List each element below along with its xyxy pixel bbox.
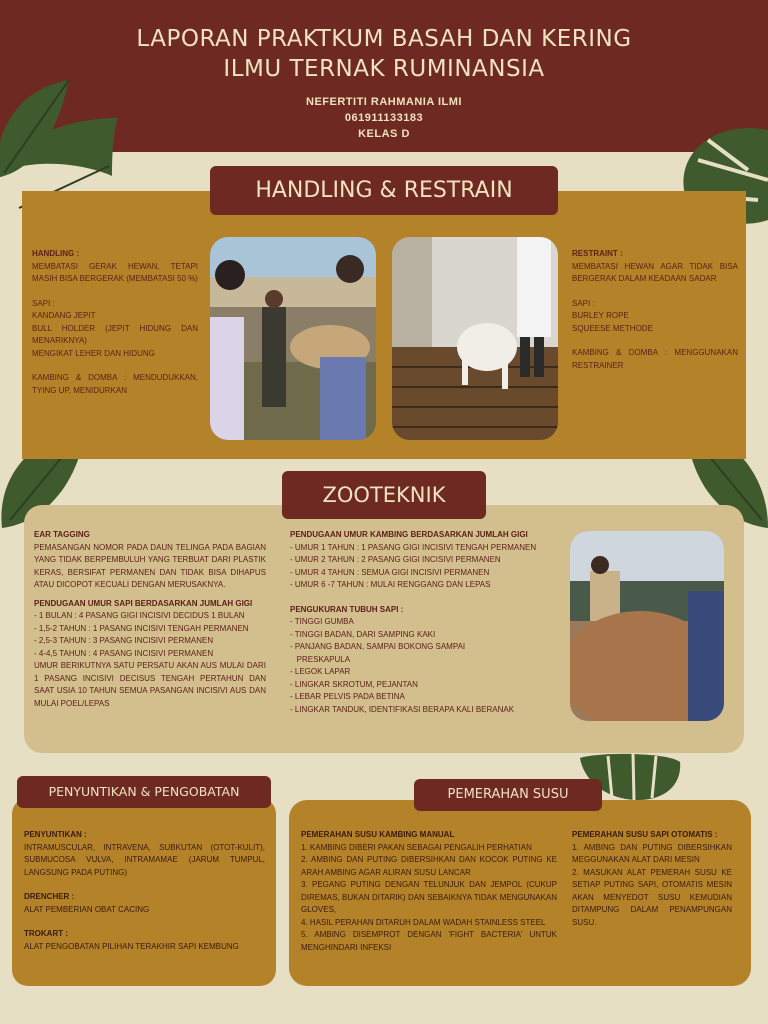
list-item: BURLEY ROPE [572, 311, 629, 320]
list-item: 2. MASUKAN ALAT PEMERAH SUSU KE SETIAP PUTING SAPI, OTOMATIS MESIN AKAN MENYEDOT SUSU KEMUDIAN DITAMPUNG DALAM PENAMPUNGAN SUSU. [572, 867, 732, 927]
list-item: PRESKAPULA [290, 654, 351, 664]
restraint-desc: MEMBATASI HEWAN AGAR TIDAK BISA BERGERAK DALAM KEADAAN SADAR [572, 261, 738, 283]
author-class: KELAS D [358, 128, 410, 140]
list-item: - LINGKAR SKROTUM, PEJANTAN [290, 679, 418, 689]
restrain-photo [392, 237, 558, 440]
handling-left-text [32, 248, 198, 397]
manual-milking-heading: PEMERAHAN SUSU KAMBING MANUAL [301, 830, 455, 839]
list-item: - TINGGI GUMBA [290, 617, 354, 626]
list-item: 1. KAMBING DIBERI PAKAN SEBAGAI PENGALIH PERHATIAN [301, 842, 532, 852]
restrain-right-text [572, 248, 738, 372]
list-item: 2. AMBING DAN PUTING DIBERSIHKAN DAN KOCOK PUTING KE ARAH AMBING AGAR ALIRAN SUSU LANCAR [301, 855, 557, 877]
penyuntikan-desc: INTRAMUSCULAR, INTRAVENA, SUBKUTAN (OTOT-KULIT), SUBMUCOSA VULVA, INTRAMAMAE (JARUM TUMPUL, LANGSUNG PADA PUTING) [24, 842, 265, 877]
list-item: - TINGGI BADAN, DARI SAMPING KAKI [290, 629, 436, 639]
list-item: - LINGKAR TANDUK, IDENTIFIKASI BERAPA KALI BERANAK [290, 704, 515, 714]
restraint-sapi-label: SAPI : [572, 298, 595, 308]
list-item: KANDANG JEPIT [32, 311, 96, 320]
kambing-age-heading: PENDUGAAN UMUR KAMBING BERDASARKAN JUMLAH GIGI [290, 530, 528, 539]
pemerahan-manual-text [301, 829, 557, 954]
list-item: - LEBAR PELVIS PADA BETINA [290, 692, 405, 701]
list-item: BULL HOLDER (JEPIT HIDUNG DAN MENARIKNYA) [32, 323, 198, 345]
handling-heading: HANDLING & RESTRAIN [210, 166, 558, 215]
zooteknik-left-text [34, 529, 266, 710]
list-item: - UMUR 1 TAHUN : 1 PASANG GIGI INCISIVI TENGAH PERMANEN [290, 542, 537, 552]
list-item: 1. AMBING DAN PUTING DIBERSIHKAN MEGGUNAKAN ALAT DARI MESIN [572, 842, 732, 864]
penyuntikan-text [24, 829, 265, 953]
sapi-age-desc: UMUR BERIKUTNYA SATU PERSATU AKAN AUS MULAI DARI 1 PASANG INCISIVI DECISUS TENGAH PERTAHUN DAN SAAT USIA 10 TAHUN SEMUA PASANGAN INCISIVI AUS DAN MULAI POEL/LEPAS [34, 661, 266, 708]
list-item: 5. AMBING DISEMPROT DENGAN 'FIGHT BACTERIA' UNTUK MENGHINDARI INFEKSI [301, 930, 557, 952]
handling-photo [210, 237, 376, 440]
list-item: - PANJANG BADAN, SAMPAI BOKONG SAMPAI [290, 642, 466, 651]
page-title: LAPORAN PRAKTKUM BASAH DAN KERING ILMU TERNAK RUMINANSIA [136, 26, 632, 82]
list-item: MENGIKAT LEHER DAN HIDUNG [32, 348, 155, 358]
handling-sapi-label: SAPI : [32, 298, 55, 308]
restraint-label: RESTRAINT : [572, 249, 623, 258]
zooteknik-mid-text [290, 529, 558, 716]
list-item: - LEGOK LAPAR [290, 667, 351, 676]
zooteknik-photo [570, 531, 724, 721]
list-item: 4. HASIL PERAHAN DITARUH DALAM WADAH STAINLESS STEEL [301, 917, 546, 927]
list-item: - UMUR 6 -7 TAHUN : MULAI RENGGANG DAN LEPAS [290, 580, 491, 589]
penyuntikan-label: PENYUNTIKAN : [24, 830, 87, 839]
penyuntikan-heading: PENYUNTIKAN & PENGOBATAN [17, 776, 271, 808]
ear-tagging-label: EAR TAGGING [34, 530, 90, 539]
pemerahan-heading: PEMERAHAN SUSU [414, 779, 602, 811]
trokart-desc: ALAT PENGOBATAN PILIHAN TERAKHIR SAPI KEMBUNG [24, 941, 239, 951]
author-name: NEFERTITI RAHMANIA ILMI [306, 96, 462, 108]
list-item: - 1 BULAN : 4 PASANG GIGI INCISIVI DECIDUS 1 BULAN [34, 611, 245, 620]
list-item: - 4-4,5 TAHUN : 4 PASANG INCISIVI PERMANEN [34, 648, 214, 658]
ear-tagging-desc: PEMASANGAN NOMOR PADA DAUN TELINGA PADA BAGIAN YANG TIDAK BERPEMBULUH YANG TERBUAT DARI PLASTIK KERAS, BERSIFAT PERMANEN DAN TIDAK BISA DIHAPUS ATAU DICOPOT KECUALI DENGAN MERUSAKNYA. [34, 542, 266, 589]
list-item: - UMUR 2 TAHUN : 2 PASANG GIGI INCISIVI PERMANEN [290, 555, 501, 564]
drencher-desc: ALAT PEMBERIAN OBAT CACING [24, 904, 150, 914]
body-measure-heading: PENGUKURAN TUBUH SAPI : [290, 604, 404, 614]
drencher-label: DRENCHER : [24, 892, 75, 901]
author-nim: 061911133183 [344, 112, 424, 124]
list-item: - 2,5-3 TAHUN : 3 PASANG INCISIVI PERMANEN [34, 636, 214, 645]
sapi-age-heading: PENDUGAAN UMUR SAPI BERDASARKAN JUMLAH GIGI [34, 598, 253, 608]
handling-desc: MEMBATASI GERAK HEWAN, TETAPI MASIH BISA BERGERAK (MEMBATASI 50 %) [32, 261, 198, 283]
list-item: SQUEESE METHODE [572, 323, 653, 333]
auto-milking-heading: PEMERAHAN SUSU SAPI OTOMATIS : [572, 830, 718, 839]
zooteknik-heading: ZOOTEKNIK [282, 471, 486, 519]
list-item: - UMUR 4 TAHUN : SEMUA GIGI INCISIVI PERMANEN [290, 567, 490, 577]
handling-kambing: KAMBING & DOMBA : MENDUDUKKAN, TYING UP, MENIDURKAN [32, 373, 198, 395]
trokart-label: TROKART : [24, 929, 68, 938]
restraint-kambing: KAMBING & DOMBA : MENGGUNAKAN RESTRAINER [572, 348, 738, 370]
list-item: 3. PEGANG PUTING DENGAN TELUNJUK DAN JEMPOL (CUKUP DIREMAS, BUKAN DITARIK) DAN SEBAIKNYA TIDAK MENGUNAKAN GLOVES, [301, 880, 557, 914]
pemerahan-auto-text [572, 829, 732, 929]
list-item: - 1,5-2 TAHUN : 1 PASANG INCISIVI TENGAH PERMANEN [34, 623, 249, 633]
handling-label: HANDLING : [32, 249, 80, 258]
